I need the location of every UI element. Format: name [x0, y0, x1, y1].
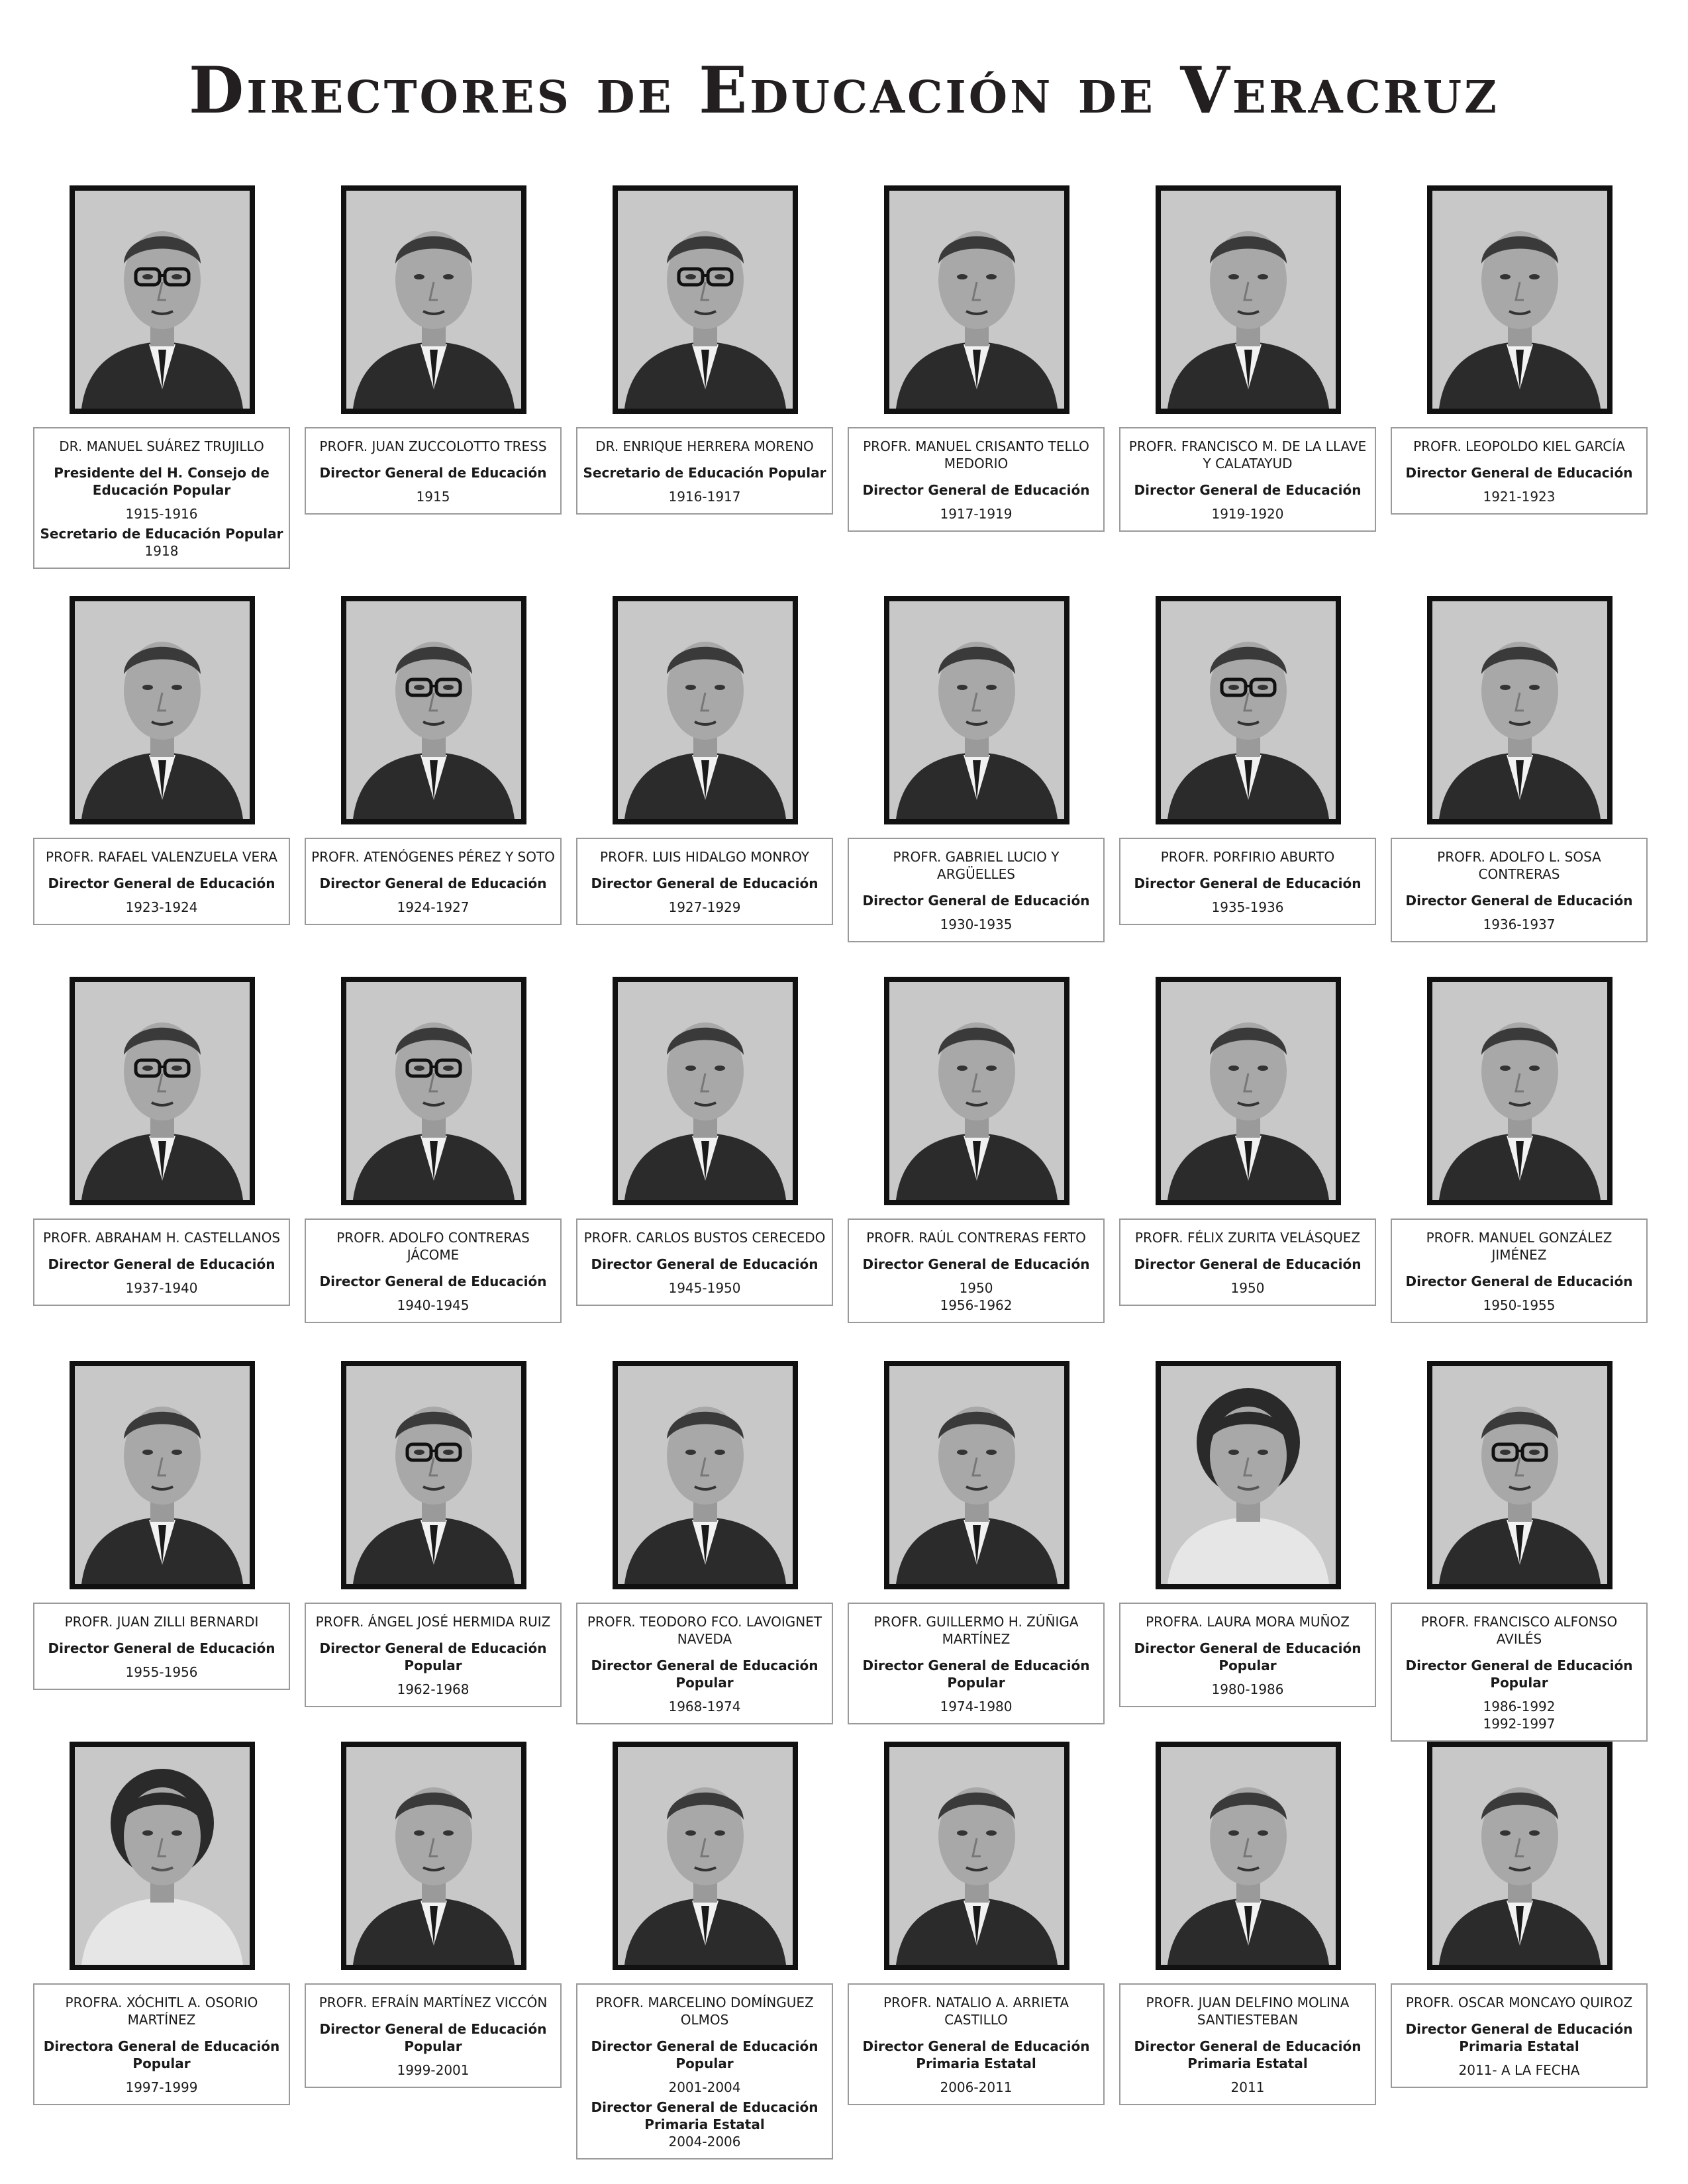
- director-role: Director General de Educación: [1405, 465, 1633, 481]
- director-years: 1950-1955: [1483, 1297, 1556, 1313]
- director-card: [576, 596, 834, 980]
- director-portrait: [70, 1361, 255, 1589]
- director-card: [1119, 185, 1377, 570]
- director-caption: [1119, 1603, 1376, 1707]
- director-years: 1980-1986: [1211, 1681, 1284, 1697]
- director-role: Director General de Educación: [1134, 875, 1362, 891]
- director-role: Director General de Educación: [48, 1256, 275, 1272]
- director-years: 1915: [416, 489, 450, 505]
- director-portrait: [70, 185, 255, 414]
- director-name: PROFR. PORFIRIO ABURTO: [1160, 849, 1335, 865]
- director-caption: [305, 1983, 562, 2088]
- director-name: PROFR. JUAN ZILLI BERNARDI: [64, 1614, 259, 1630]
- director-portrait: [613, 596, 798, 824]
- director-card: [848, 596, 1106, 980]
- director-years: 1919-1920: [1211, 506, 1284, 522]
- director-portrait: [613, 1742, 798, 1970]
- director-portrait: [341, 596, 526, 824]
- director-name: DR. MANUEL SUÁREZ TRUJILLO: [59, 438, 264, 454]
- director-card: [1119, 977, 1377, 1361]
- director-years: 1950: [959, 1280, 993, 1296]
- director-years: 1955-1956: [125, 1664, 198, 1680]
- director-portrait: [884, 977, 1069, 1205]
- director-portrait: [1427, 1361, 1613, 1589]
- director-years: 1923-1924: [125, 899, 198, 915]
- director-years: 2001-2004: [668, 2079, 741, 2095]
- director-card: [848, 977, 1106, 1361]
- director-name: DR. ENRIQUE HERRERA MORENO: [595, 438, 814, 454]
- director-role: Director General de Educación: [48, 1640, 275, 1656]
- director-extra-role: Director General de Educación Primaria Estatal: [591, 2099, 819, 2132]
- director-role: Director General de Educación Popular: [862, 1658, 1090, 1691]
- director-years: 1950: [1230, 1280, 1265, 1296]
- director-portrait: [1156, 977, 1341, 1205]
- director-name: PROFR. OSCAR MONCAYO QUIROZ: [1405, 1995, 1633, 2010]
- director-portrait: [613, 977, 798, 1205]
- director-name: PROFR. FRANCISCO M. DE LA LLAVE Y CALATAYUD: [1128, 438, 1367, 472]
- director-name: PROFR. ÁNGEL JOSÉ HERMIDA RUIZ: [315, 1614, 551, 1630]
- director-card: [33, 977, 291, 1361]
- director-role: Director General de Educación: [1134, 482, 1362, 498]
- director-years: 1927-1929: [668, 899, 741, 915]
- director-role: Director General de Educación: [862, 893, 1090, 909]
- director-caption: [848, 1983, 1105, 2105]
- director-caption: [576, 1218, 833, 1306]
- director-card: [33, 596, 291, 980]
- director-extra-role: Secretario de Educación Popular: [40, 526, 283, 542]
- director-row: [33, 1742, 1656, 2150]
- page-title: Directores de Educación de Veracruz: [189, 53, 1499, 128]
- director-years: 1968-1974: [668, 1699, 741, 1714]
- director-portrait: [70, 977, 255, 1205]
- director-years: 1974-1980: [940, 1699, 1013, 1714]
- director-card: [1119, 596, 1377, 980]
- director-years: 2011: [1230, 2079, 1265, 2095]
- director-portrait: [70, 1742, 255, 1970]
- director-card: [848, 185, 1106, 570]
- director-years: 1999-2001: [397, 2062, 470, 2078]
- director-portrait: [1427, 185, 1613, 414]
- director-portrait: [341, 977, 526, 1205]
- director-name: PROFR. ADOLFO L. SOSA CONTRERAS: [1437, 849, 1601, 882]
- director-years: 2006-2011: [940, 2079, 1013, 2095]
- director-portrait: [341, 185, 526, 414]
- director-card: [33, 1742, 291, 2126]
- director-name: PROFR. LUIS HIDALGO MONROY: [600, 849, 809, 865]
- director-role: Director General de Educación: [1134, 1256, 1362, 1272]
- director-name: PROFR. ABRAHAM H. CASTELLANOS: [42, 1230, 281, 1246]
- director-card: [848, 1742, 1106, 2126]
- director-card: [305, 185, 563, 570]
- director-caption: [1119, 838, 1376, 925]
- director-name: PROFR. GUILLERMO H. ZÚÑIGA MARTÍNEZ: [873, 1614, 1079, 1647]
- director-caption: [33, 1603, 290, 1690]
- director-caption: [1391, 838, 1648, 942]
- director-caption: [1391, 427, 1648, 515]
- director-portrait: [884, 1361, 1069, 1589]
- director-years: 1940-1945: [397, 1297, 470, 1313]
- director-card: [576, 1742, 834, 2150]
- director-row: [33, 185, 1656, 570]
- director-role: Presidente del H. Consejo de Educación Popular: [54, 465, 270, 498]
- director-role: Director General de Educación: [1405, 1273, 1633, 1289]
- director-portrait: [1156, 596, 1341, 824]
- director-name: PROFR. FRANCISCO ALFONSO AVILÉS: [1420, 1614, 1618, 1647]
- director-years: 1935-1936: [1211, 899, 1284, 915]
- director-card: [1119, 1742, 1377, 2126]
- director-portrait: [1156, 185, 1341, 414]
- director-years: 1917-1919: [940, 506, 1013, 522]
- director-caption: [33, 427, 290, 569]
- director-caption: [576, 1983, 833, 2159]
- director-card: [33, 185, 291, 570]
- director-caption: [576, 838, 833, 925]
- director-row: [33, 596, 1656, 980]
- director-extra-years: 1992-1997: [1483, 1716, 1556, 1732]
- director-role: Director General de Educación: [591, 875, 819, 891]
- director-role: Director General de Educación Primaria Estatal: [862, 2038, 1090, 2071]
- director-name: PROFR. MANUEL CRISANTO TELLO MEDORIO: [863, 438, 1089, 472]
- director-portrait: [1156, 1742, 1341, 1970]
- director-role: Director General de Educación Popular: [591, 1658, 819, 1691]
- director-years: 2011- A LA FECHA: [1458, 2062, 1580, 2078]
- director-name: PROFRA. LAURA MORA MUÑOZ: [1146, 1614, 1350, 1630]
- director-portrait: [1427, 596, 1613, 824]
- director-card: [33, 1361, 291, 1745]
- director-card: [1391, 596, 1649, 980]
- director-caption: [33, 1983, 290, 2105]
- director-card: [1391, 1742, 1649, 2126]
- director-caption: [1391, 1603, 1648, 1742]
- director-role: Director General de Educación: [319, 465, 547, 481]
- director-card: [305, 596, 563, 980]
- director-years: 1937-1940: [125, 1280, 198, 1296]
- director-role: Director General de Educación: [319, 875, 547, 891]
- director-caption: [305, 1603, 562, 1707]
- director-name: PROFR. FÉLIX ZURITA VELÁSQUEZ: [1134, 1230, 1361, 1246]
- director-role: Director General de Educación: [591, 1256, 819, 1272]
- director-caption: [305, 1218, 562, 1323]
- director-card: [305, 1742, 563, 2126]
- director-portrait: [1427, 1742, 1613, 1970]
- director-role: Director General de Educación: [862, 482, 1090, 498]
- director-portrait: [613, 185, 798, 414]
- director-role: Director General de Educación Primaria Estatal: [1134, 2038, 1362, 2071]
- director-role: Director General de Educación Popular: [591, 2038, 819, 2071]
- director-years: 1986-1992: [1483, 1699, 1556, 1714]
- director-card: [1391, 977, 1649, 1361]
- director-card: [848, 1361, 1106, 1745]
- director-role: Director General de Educación Popular: [319, 1640, 547, 1673]
- director-name: PROFR. MANUEL GONZÁLEZ JIMÉNEZ: [1426, 1230, 1613, 1263]
- director-years: 1936-1937: [1483, 917, 1556, 932]
- director-role: Director General de Educación: [862, 1256, 1090, 1272]
- director-role: Director General de Educación: [1405, 893, 1633, 909]
- director-name: PROFR. ADOLFO CONTRERAS JÁCOME: [336, 1230, 530, 1263]
- director-card: [305, 1361, 563, 1745]
- director-card: [576, 1361, 834, 1745]
- director-role: Directora General de Educación Popular: [43, 2038, 280, 2071]
- director-name: PROFR. EFRAÍN MARTÍNEZ VICCÓN: [319, 1995, 548, 2010]
- director-years: 1962-1968: [397, 1681, 470, 1697]
- director-row: [33, 977, 1656, 1361]
- director-role: Director General de Educación: [319, 1273, 547, 1289]
- director-row: [33, 1361, 1656, 1745]
- director-name: PROFR. JUAN ZUCCOLOTTO TRESS: [319, 438, 547, 454]
- director-portrait: [884, 596, 1069, 824]
- director-name: PROFR. TEODORO FCO. LAVOIGNET NAVEDA: [587, 1614, 822, 1647]
- director-extra-years: 2004-2006: [668, 2134, 741, 2150]
- director-card: [1119, 1361, 1377, 1745]
- director-name: PROFR. CARLOS BUSTOS CERECEDO: [583, 1230, 826, 1246]
- director-caption: [1119, 1983, 1376, 2105]
- director-years: 1997-1999: [125, 2079, 198, 2095]
- director-card: [576, 977, 834, 1361]
- director-caption: [33, 1218, 290, 1306]
- director-caption: [1391, 1983, 1648, 2088]
- director-name: PROFR. JUAN DELFINO MOLINA SANTIESTEBAN: [1146, 1995, 1350, 2028]
- director-extra-years: 1956-1962: [940, 1297, 1013, 1313]
- director-name: PROFR. LEOPOLDO KIEL GARCÍA: [1413, 438, 1625, 454]
- director-card: [1391, 185, 1649, 570]
- director-portrait: [1427, 977, 1613, 1205]
- director-name: PROFR. GABRIEL LUCIO Y ARGÜELLES: [893, 849, 1060, 882]
- director-caption: [576, 427, 833, 515]
- director-role: Director General de Educación Popular: [1405, 1658, 1633, 1691]
- director-caption: [1119, 427, 1376, 532]
- director-portrait: [341, 1742, 526, 1970]
- director-caption: [305, 427, 562, 515]
- director-portrait: [70, 596, 255, 824]
- director-caption: [848, 427, 1105, 532]
- director-card: [1391, 1361, 1649, 1745]
- director-caption: [576, 1603, 833, 1724]
- director-portrait: [884, 185, 1069, 414]
- director-extra-years: 1918: [144, 543, 179, 559]
- director-name: PROFR. ATENÓGENES PÉREZ Y SOTO: [311, 849, 555, 865]
- director-name: PROFR. NATALIO A. ARRIETA CASTILLO: [883, 1995, 1069, 2028]
- director-role: Director General de Educación Primaria Estatal: [1405, 2021, 1633, 2054]
- director-portrait: [341, 1361, 526, 1589]
- director-caption: [848, 1218, 1105, 1323]
- director-name: PROFR. MARCELINO DOMÍNGUEZ OLMOS: [595, 1995, 814, 2028]
- director-years: 1915-1916: [125, 506, 198, 522]
- director-years: 1924-1927: [397, 899, 470, 915]
- director-caption: [848, 1603, 1105, 1724]
- director-portrait: [1156, 1361, 1341, 1589]
- director-role: Director General de Educación Popular: [319, 2021, 547, 2054]
- director-role: Secretario de Educación Popular: [583, 465, 826, 481]
- director-name: PROFRA. XÓCHITL A. OSORIO MARTÍNEZ: [65, 1995, 258, 2028]
- director-years: 1945-1950: [668, 1280, 741, 1296]
- director-caption: [1119, 1218, 1376, 1306]
- director-caption: [1391, 1218, 1648, 1323]
- director-card: [576, 185, 834, 570]
- director-years: 1921-1923: [1483, 489, 1556, 505]
- director-caption: [848, 838, 1105, 942]
- director-role: Director General de Educación Popular: [1134, 1640, 1362, 1673]
- director-name: PROFR. RAFAEL VALENZUELA VERA: [46, 849, 277, 865]
- director-name: PROFR. RAÚL CONTRERAS FERTO: [866, 1230, 1086, 1246]
- director-portrait: [613, 1361, 798, 1589]
- director-caption: [305, 838, 562, 925]
- director-years: 1916-1917: [668, 489, 741, 505]
- director-caption: [33, 838, 290, 925]
- director-card: [305, 977, 563, 1361]
- director-years: 1930-1935: [940, 917, 1013, 932]
- director-role: Director General de Educación: [48, 875, 275, 891]
- director-portrait: [884, 1742, 1069, 1970]
